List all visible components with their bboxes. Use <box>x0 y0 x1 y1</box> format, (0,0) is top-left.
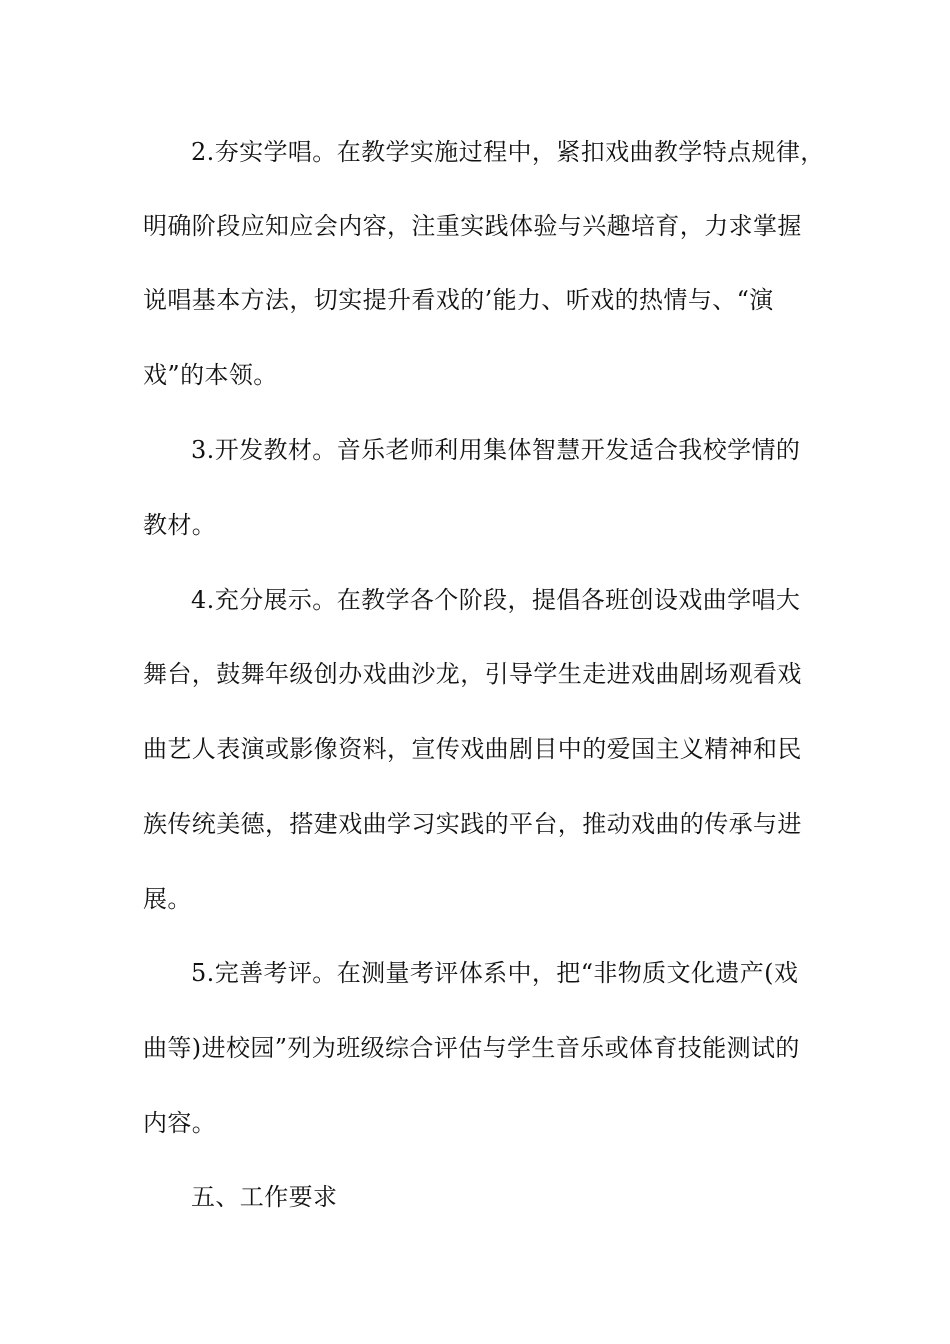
paragraph-4-line-1: 5.完善考评。在测量考评体系中，把“非物质文化遗产(戏 <box>191 959 799 987</box>
section-heading: 五、工作要求 <box>191 1183 338 1211</box>
paragraph-4-line-3: 内容。 <box>143 1109 217 1137</box>
paragraph-3-line-1: 4.充分展示。在教学各个阶段，提倡各班创设戏曲学唱大 <box>191 586 801 614</box>
paragraph-4-line-2: 曲等)进校园”列为班级综合评估与学生音乐或体育技能测试的 <box>143 1034 800 1062</box>
paragraph-2-line-1: 3.开发教材。音乐老师利用集体智慧开发适合我校学情的 <box>191 436 801 464</box>
paragraph-1-line-2: 明确阶段应知应会内容，注重实践体验与兴趣培育，力求掌握 <box>143 212 802 240</box>
paragraph-1-line-1: 2.夯实学唱。在教学实施过程中，紧扣戏曲教学特点规律， <box>191 138 825 166</box>
paragraph-3-line-5: 展。 <box>143 885 192 913</box>
paragraph-2-line-2: 教材。 <box>143 511 217 539</box>
paragraph-3-line-2: 舞台，鼓舞年级创办戏曲沙龙，引导学生走进戏曲剧场观看戏 <box>143 660 802 688</box>
paragraph-3-line-3: 曲艺人表演或影像资料，宣传戏曲剧目中的爱国主义精神和民 <box>143 735 802 763</box>
paragraph-1-line-4: 戏”的本领。 <box>143 361 278 389</box>
paragraph-3-line-4: 族传统美德，搭建戏曲学习实践的平台，推动戏曲的传承与进 <box>143 810 802 838</box>
paragraph-1-line-3: 说唱基本方法，切实提升看戏的’能力、听戏的热情与、“演 <box>143 286 774 314</box>
